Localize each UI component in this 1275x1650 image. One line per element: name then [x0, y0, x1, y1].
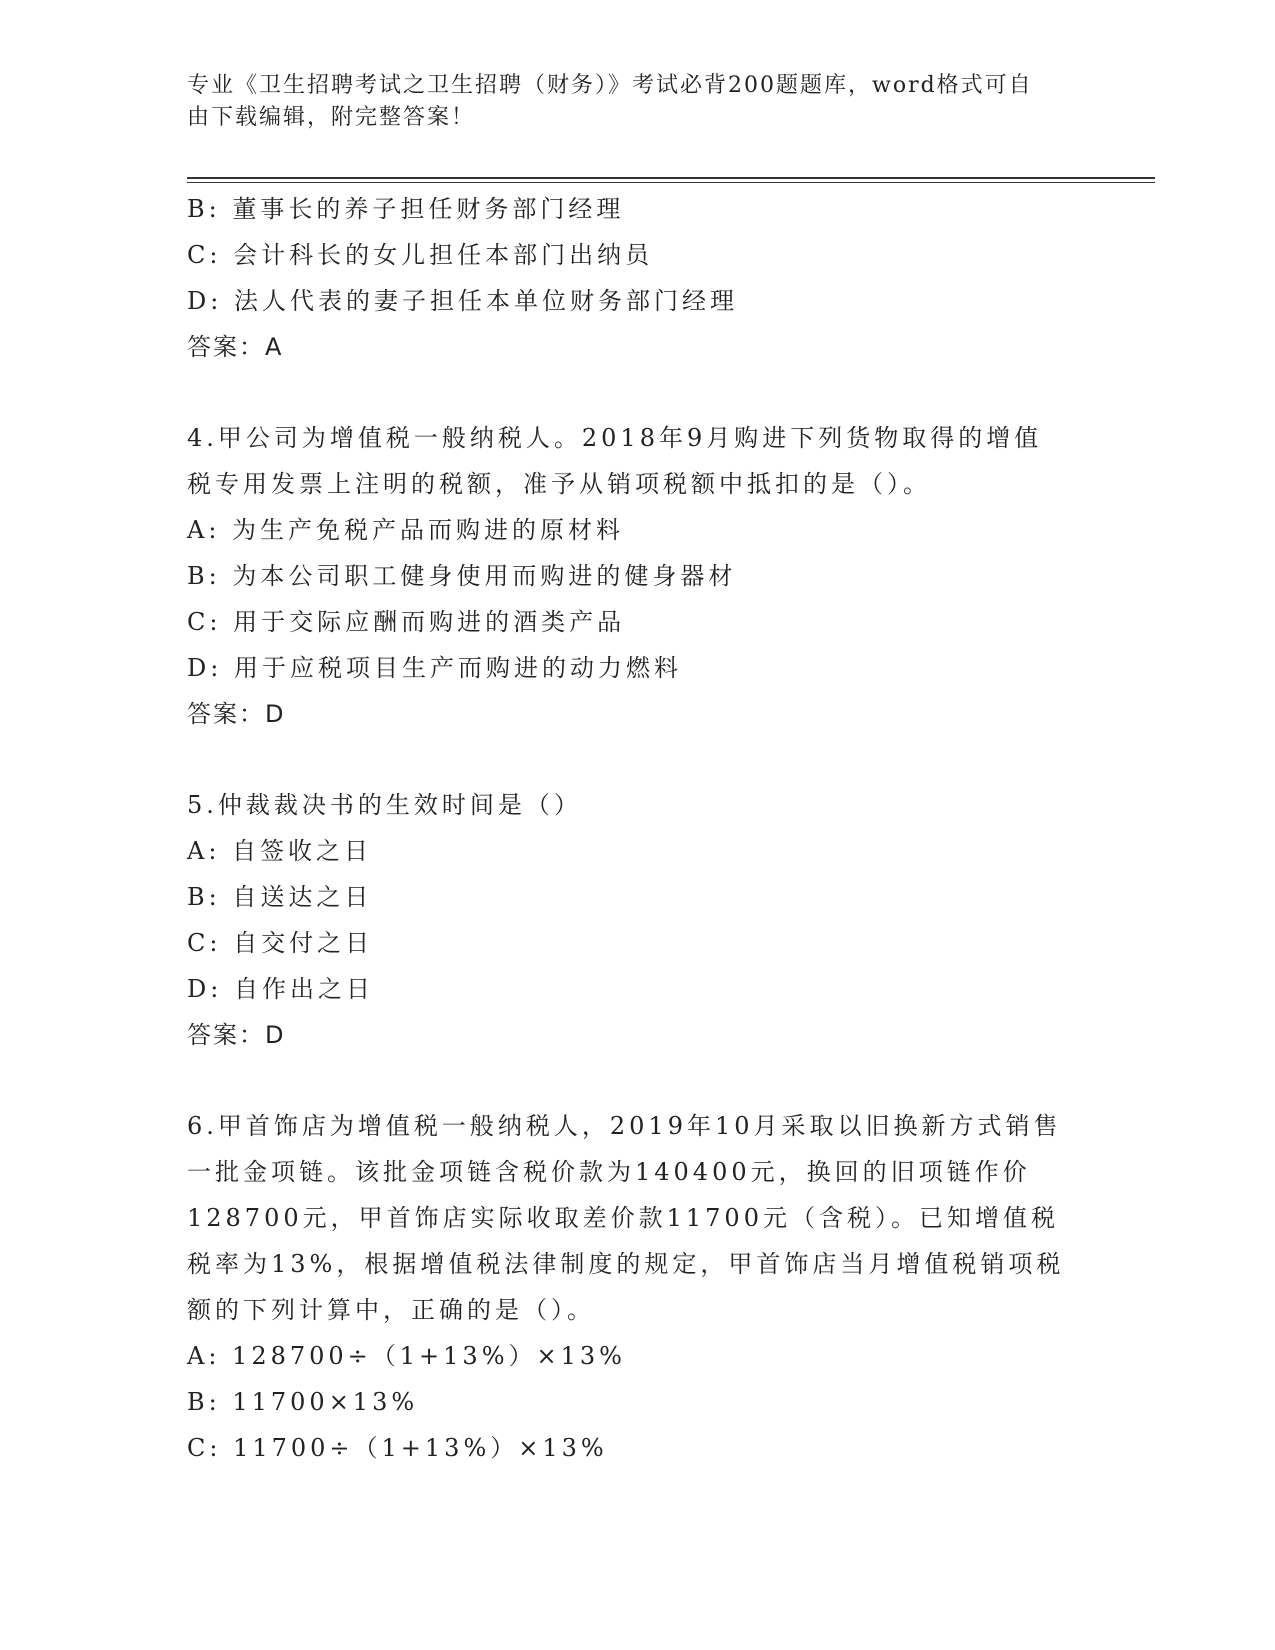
question-stem-line: 税率为13%，根据增值税法律制度的规定，甲首饰店当月增值税销项税 — [187, 1250, 1065, 1278]
option-c: C: 自交付之日 — [187, 929, 374, 957]
option-d: D: 用于应税项目生产而购进的动力燃料 — [187, 654, 682, 682]
question-stem-line: 6.甲首饰店为增值税一般纳税人，2019年10月采取以旧换新方式销售 — [187, 1112, 1062, 1140]
question-3-continued — [187, 186, 1087, 370]
question-stem-line: 4.甲公司为增值税一般纳税人。2018年9月购进下列货物取得的增值 — [187, 424, 1043, 452]
option-c: C: 11700÷（1+13%）×13% — [187, 1434, 608, 1462]
header-line-2: 由下载编辑，附完整答案！ — [187, 105, 476, 130]
question-4 — [187, 415, 1087, 737]
option-c: C: 用于交际应酬而购进的酒类产品 — [187, 608, 626, 636]
option-b: B: 自送达之日 — [187, 883, 373, 911]
answer: 答案：A — [187, 333, 284, 361]
option-a: A: 为生产免税产品而购进的原材料 — [187, 516, 625, 544]
answer: 答案：D — [187, 1021, 286, 1049]
header-line-1: 专业《卫生招聘考试之卫生招聘（财务）》考试必背200题题库，word格式可自 — [187, 73, 1033, 98]
header-divider-thin — [187, 182, 1155, 183]
question-5 — [187, 782, 1087, 1058]
option-d: D: 自作出之日 — [187, 975, 374, 1003]
option-c: C: 会计科长的女儿担任本部门出纳员 — [187, 241, 654, 269]
question-6 — [187, 1103, 1087, 1471]
question-stem-line: 128700元，甲首饰店实际收取差价款11700元（含税）。已知增值税 — [187, 1204, 1059, 1232]
header-divider-thick — [187, 177, 1155, 179]
option-a: A: 128700÷（1+13%）×13% — [187, 1342, 626, 1370]
option-d: D: 法人代表的妻子担任本单位财务部门经理 — [187, 287, 738, 315]
option-a: A: 自签收之日 — [187, 837, 373, 865]
document-header — [187, 70, 1067, 134]
question-stem-line: 一批金项链。该批金项链含税价款为140400元，换回的旧项链作价 — [187, 1158, 1031, 1186]
option-b: B: 董事长的养子担任财务部门经理 — [187, 195, 625, 223]
question-list — [187, 186, 1087, 1471]
option-b: B: 为本公司职工健身使用而购进的健身器材 — [187, 562, 737, 590]
question-stem-line: 税专用发票上注明的税额，准予从销项税额中抵扣的是（）。 — [187, 470, 931, 498]
question-stem-line: 5.仲裁裁决书的生效时间是（） — [187, 791, 582, 819]
option-b: B: 11700×13% — [187, 1388, 419, 1416]
answer: 答案：D — [187, 700, 286, 728]
question-stem-line: 额的下列计算中，正确的是（）。 — [187, 1296, 595, 1324]
